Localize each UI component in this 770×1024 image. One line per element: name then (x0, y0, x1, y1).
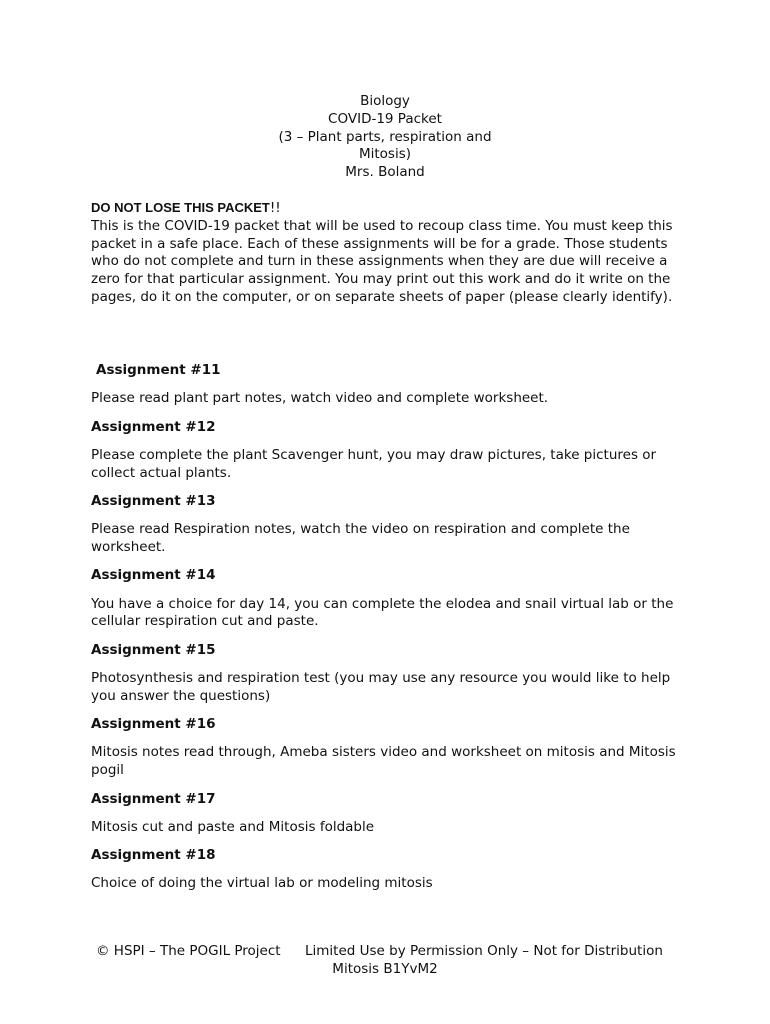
topics-line-2: Mitosis) (358, 146, 412, 163)
assignment-description: Please read Respiration notes, watch the video on respiration and complete the worksheet. (91, 521, 630, 556)
warning-text: DO NOT LOSE THIS PACKET (91, 200, 270, 215)
assignment-item (91, 567, 691, 631)
assignment-heading: Assignment #15 (91, 641, 216, 658)
assignment-heading: Assignment #17 (91, 790, 216, 807)
assignment-heading: Assignment #13 (91, 492, 216, 509)
assignment-heading: Assignment #14 (91, 567, 216, 584)
assignment-description: Mitosis notes read through, Ameba sisters video and worksheet on mitosis and Mitosis pogil (91, 744, 676, 779)
warning-line (91, 199, 691, 218)
assignment-item (91, 642, 691, 706)
topics-line-1: (3 – Plant parts, respiration and (278, 128, 492, 145)
title-block (0, 93, 770, 182)
subject-title: Biology (360, 93, 410, 109)
assignment-heading: Assignment #12 (91, 418, 216, 435)
assignment-item (91, 419, 691, 483)
teacher-name: Mrs. Boland (345, 164, 425, 181)
warning-suffix: !! (269, 200, 281, 216)
assignment-description: Photosynthesis and respiration test (you may use any resource you would like to help you answer the questions) (91, 670, 671, 704)
footer-line (0, 942, 770, 960)
assignment-description: Mitosis cut and paste and Mitosis foldable (91, 818, 375, 835)
assignment-item (91, 362, 691, 408)
assignment-description: Please complete the plant Scavenger hunt, you may draw pictures, take pictures or collect actual plants. (91, 446, 657, 481)
intro-section (91, 199, 691, 307)
assignment-description: You have a choice for day 14, you can complete the elodea and snail virtual lab or the cellular respiration cut and paste. (91, 595, 674, 630)
assignment-heading: Assignment #11 (96, 362, 221, 378)
assignment-item (91, 716, 691, 780)
assignment-heading: Assignment #18 (91, 847, 216, 864)
usage-notice: Limited Use by Permission Only – Not for Distribution (305, 943, 663, 959)
assignment-item (91, 493, 691, 557)
page-footer (0, 942, 770, 978)
assignment-description: Please read plant part notes, watch video and complete worksheet. (91, 390, 549, 407)
assignment-list (91, 362, 691, 904)
copyright-notice: © HSPI – The POGIL Project (96, 943, 281, 959)
document-code: Mitosis B1YvM2 (332, 961, 438, 977)
packet-title: COVID-19 Packet (328, 110, 442, 127)
assignment-heading: Assignment #16 (91, 716, 216, 733)
assignment-description: Choice of doing the virtual lab or modeling mitosis (91, 875, 433, 892)
assignment-item (91, 847, 691, 893)
intro-paragraph: This is the COVID-19 packet that will be used to recoup class time. You must keep this packet in a safe place. Each of these assignments will be for a grade. Those students who do not complete and turn in these assignments when they are due will receive a zero for that particular assignment. You may print out this work and do it write on the pages, do it on the computer, or on separate sheets of paper (please clearly identify). (91, 217, 673, 305)
assignment-item (91, 791, 691, 837)
